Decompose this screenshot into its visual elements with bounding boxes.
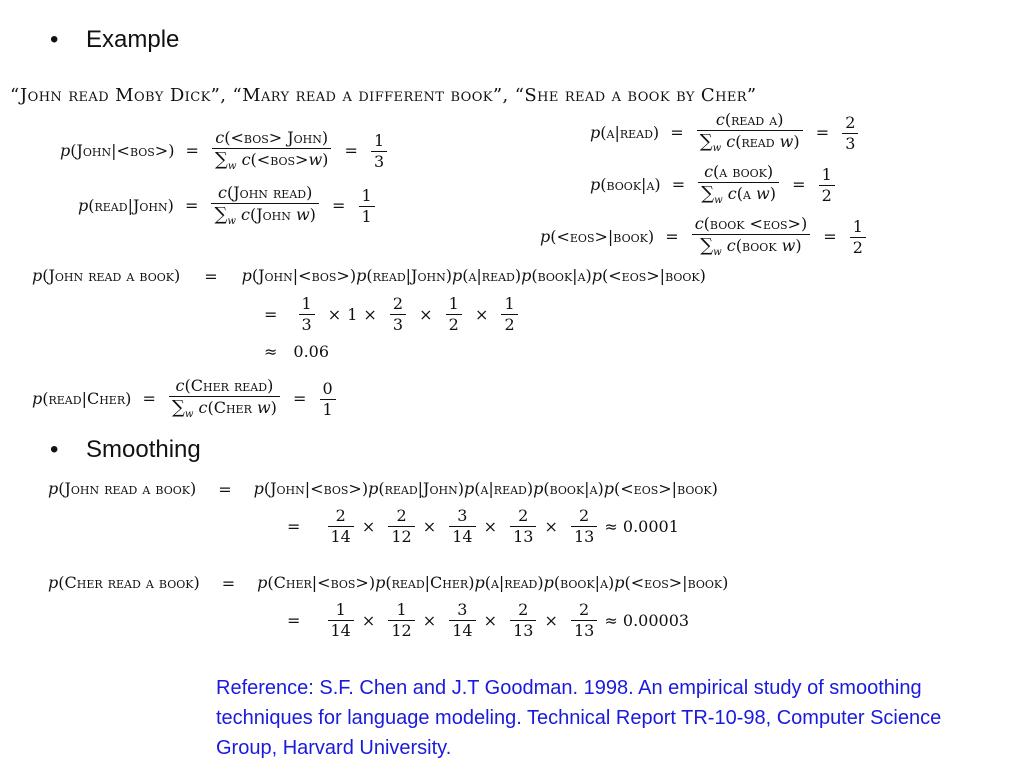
frac-den: 1 [322, 399, 333, 419]
bullet-example-label: Example [86, 26, 180, 53]
smoothing-expansion-john: p(John read a book) = p(John|<bos>)p(read|John)p(a|read)p(book|a)p(<eos>|book) [48, 479, 718, 499]
frac-num: 1 [819, 167, 835, 186]
bullet-smoothing [50, 436, 201, 464]
frac-den: 3 [845, 133, 856, 153]
frac-den: 2 [821, 185, 832, 205]
frac-num: 1 [371, 133, 387, 152]
frac-num: 1 [359, 188, 375, 207]
frac-den: 1 [361, 206, 372, 226]
bullet-smoothing-label: Smoothing [86, 436, 201, 463]
smoothing-expansion-cher: p(Cher read a book) = p(Cher|<bos>)p(read|Cher)p(a|read)p(book|a)p(<eos>|book) [48, 573, 729, 593]
frac-den: 3 [373, 151, 385, 171]
sentence-result: 0.06 [293, 342, 330, 361]
bullet-dot-icon: • [50, 436, 59, 463]
frac-num: 0 [320, 381, 336, 400]
equation-read-john: p(read|John) = $\frac{\text{c(John read)}}{\sum_w c(John w)}$ = $\frac{1}{1}$ [78, 185, 377, 227]
smoothing-result-cher: 0.00003 [622, 610, 690, 630]
equation-eos-book: p(<eos>|book) = $\frac{\text{c(book <eos>)}}{\sum_w c(book w)}$ = $\frac{1}{2}$ [540, 216, 868, 258]
equation-sentence-factors: = $\frac{1}{3}$ × 1 × $\frac{2}{3}$ × $\frac{1}{2}$ × $\frac{1}{2}$ [264, 296, 520, 333]
equation-read-cher: p(read|Cher) = $\frac{\text{c(Cher read)}}{\sum_w c(Cher w)}$ = $\frac{0}{1}$ [32, 378, 338, 420]
bullet-example [50, 26, 179, 54]
frac-num: 1 [850, 219, 866, 238]
equation-john-bos: p(John|<bos>) = $\frac{\text{c(<bos> John)}}{\sum_w c(<bos>w)}$ = $\frac{1}{3}$ [60, 130, 389, 172]
equation-book-a: p(book|a) = $\frac{\text{c(a book)}}{\sum_w c(a w)}$ = $\frac{1}{2}$ [590, 164, 837, 206]
bullet-dot-icon: • [50, 26, 59, 53]
equation-sentence-result: ≈ 0.06 [264, 342, 330, 361]
smoothing-result-john: 0.0001 [622, 516, 679, 536]
equation-sentence-expansion: p(John read a book) = p(John|<bos>)p(read|John)p(a|read)p(book|a)p(<eos>|book) [32, 266, 706, 286]
frac-num: 2 [842, 115, 858, 134]
equation-a-read: p(a|read) = $\frac{\text{c(read a)}}{\sum_w c(read w)}$ = $\frac{2}{3}$ [590, 112, 860, 154]
reference-text: Reference: S.F. Chen and J.T Goodman. 1998. An empirical study of smoothing techniques for language modeling. Technical Report TR-10-98, Computer Science Group, Harvard University. [216, 677, 942, 759]
smoothing-factors-cher: = $\frac{1}{14}$ × $\frac{1}{12}$ × $\frac{3}{14}$ × $\frac{2}{13}$ × $\frac{2}{13}$ ≈ 0.00003 [287, 600, 690, 640]
smoothing-factors-john: = $\frac{2}{14}$ × $\frac{2}{12}$ × $\frac{3}{14}$ × $\frac{2}{13}$ × $\frac{2}{13}$ ≈ 0.0001 [287, 506, 679, 546]
frac-den: 2 [852, 237, 863, 257]
example-sentences: “John read Moby Dick”, “Mary read a different book”, “She read a book by Cher” [10, 85, 757, 106]
